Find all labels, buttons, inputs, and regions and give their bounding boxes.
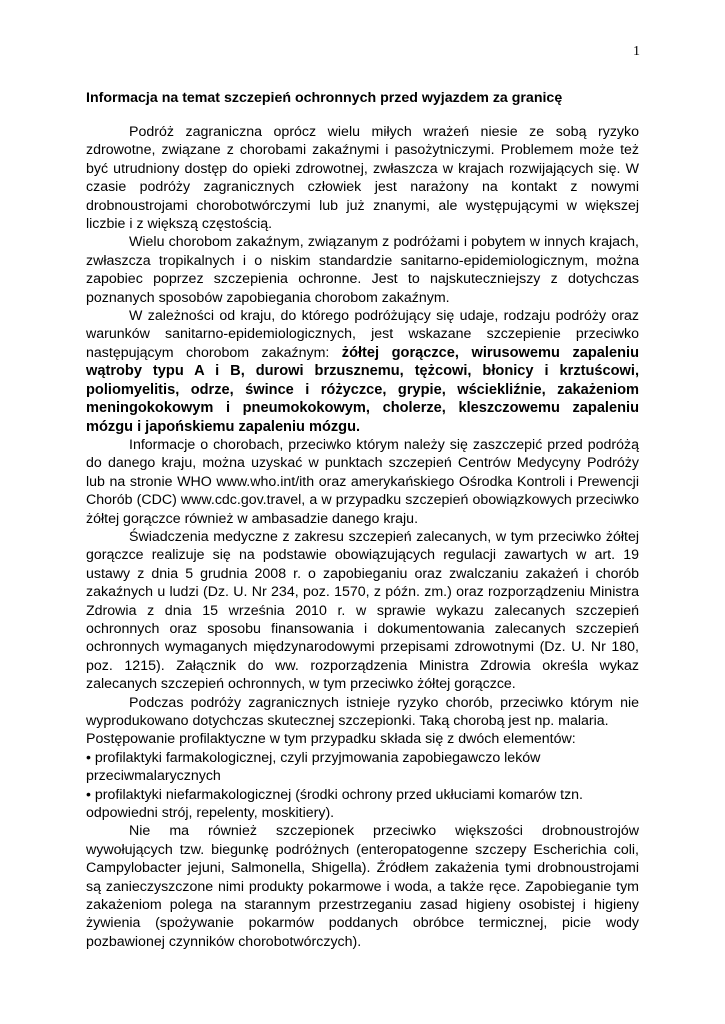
document-body — [86, 123, 639, 951]
paragraph-legal-basis: Świadczenia medyczne z zakresu szczepień zalecanych, w tym przeciwko żółtej gorączce realizuje się na podstawie obowiązujących regulacji zawartych w art. 19 ustawy z dnia 5 grudnia 2008 r. o zapobieganiu oraz zwalczaniu zakażeń i chorób zakaźnych u ludzi (Dz. U. Nr 234, poz. 1570, z późn. zm.) oraz rozporządzeniu Ministra Zdrowia z dnia 15 września 2010 r. w sprawie wykazu zalecanych szczepień ochronnych oraz sposobu finansowania i dokumentowania zalecanych szczepień ochronnych wymaganych międzynarodowymi przepisami zdrowotnymi (Dz. U. Nr 180, poz. 1215). Załącznik do ww. rozporządzenia Ministra Zdrowia określa wykaz zalecanych szczepień ochronnych, w tym przeciwko żółtej gorączce. — [86, 528, 639, 693]
bullet-nonpharmacological: • profilaktyki niefarmakologicznej (środki ochrony przed ukłuciami komarów tzn. odpowiedni strój, repelenty, moskitiery). — [86, 786, 583, 822]
bullet-pharmacological: • profilaktyki farmakologicznej, czyli przyjmowania zapobiegawczo leków przeciwmalarycznych — [86, 749, 541, 785]
document-title: Informacja na temat szczepień ochronnych przed wyjazdem za granicę — [86, 90, 563, 106]
paragraph-travelers-diarrhea: Nie ma również szczepionek przeciwko większości drobnoustrojów wywołujących tzw. biegunkę podróżnych (enteropatogenne szczepy Escherichia coli, Campylobacter jejuni, Salmonella, Shigella). Źródłem zakażenia tymi drobnoustrojami są zanieczyszczone nimi produkty pokarmowe i woda, a także ręce. Zapobieganie tym zakażeniom polega na starannym przestrzeganiu zasad higieny osobistej i higieny żywienia (spożywanie pokarmów poddanych obróbce termicznej, picie wody pozbawionej czynników chorobotwórczych). — [86, 823, 639, 950]
recommended-vaccines-intro: W zależności od kraju, do którego podróżujący się udaje, rodzaju podróży oraz warunków sanitarno-epidemiologicznych, jest wskazane szczepienie przeciwko następującym chorobom zakaźnym: — [86, 308, 639, 361]
page-number: 1 — [633, 44, 640, 59]
paragraph-prophylaxis-intro: Postępowanie profilaktyczne w tym przypadku składa się z dwóch elementów: — [86, 731, 576, 748]
paragraph-recommended-vaccines — [86, 307, 639, 436]
paragraph-travel-risk: Podróż zagraniczna oprócz wielu miłych wrażeń niesie ze sobą ryzyko zdrowotne, związane z chorobami zakaźnymi i pasożytniczymi. Problemem może też być utrudniony dostęp do opieki zdrowotnej, zwłaszcza w krajach rozwijających się. W czasie podróży zagranicznych człowiek jest narażony na kontakt z nowymi drobnoustrojami chorobotwórczymi lub już znanymi, ale występującymi w większej liczbie i z większą częstością. — [86, 124, 639, 233]
disease-list: żółtej gorączce, wirusowemu zapaleniu wątroby typu A i B, durowi brzusznemu, tężcowi, błonicy i krztuścowi, poliomyelitis, odrze, śwince i różyczce, grypie, wściekliźnie, zakażeniom meningokokowym i pneumokokowym, cholerze, kleszczowemu zapaleniu mózgu i japońskiemu zapaleniu mózgu. — [86, 344, 639, 435]
paragraph-information-sources: Informacje o chorobach, przeciwko którym należy się zaszczepić przed podróżą do danego kraju, można uzyskać w punktach szczepień Centrów Medycyny Podróży lub na stronie WHO www.who.int/ith oraz amerykańskiego Ośrodka Kontroli i Prewencji Chorób (CDC) www.cdc.gov.travel, a w przypadku szczepień obowiązkowych przeciwko żółtej gorączce również w ambasadzie danego kraju. — [86, 436, 639, 527]
paragraph-malaria: Podczas podróży zagranicznych istnieje ryzyko chorób, przeciwko którym nie wyprodukowano dotychczas skutecznej szczepionki. Taką chorobą jest np. malaria. — [86, 694, 639, 729]
paragraph-vaccination-prevention: Wielu chorobom zakaźnym, związanym z podróżami i pobytem w innych krajach, zwłaszcza tropikalnych i o niskim standardzie sanitarno-epidemiologicznym, można zapobiec poprzez szczepienia ochronne. Jest to najskuteczniejszy z dotychczas poznanych sposobów zapobiegania chorobom zakaźnym. — [86, 234, 639, 306]
